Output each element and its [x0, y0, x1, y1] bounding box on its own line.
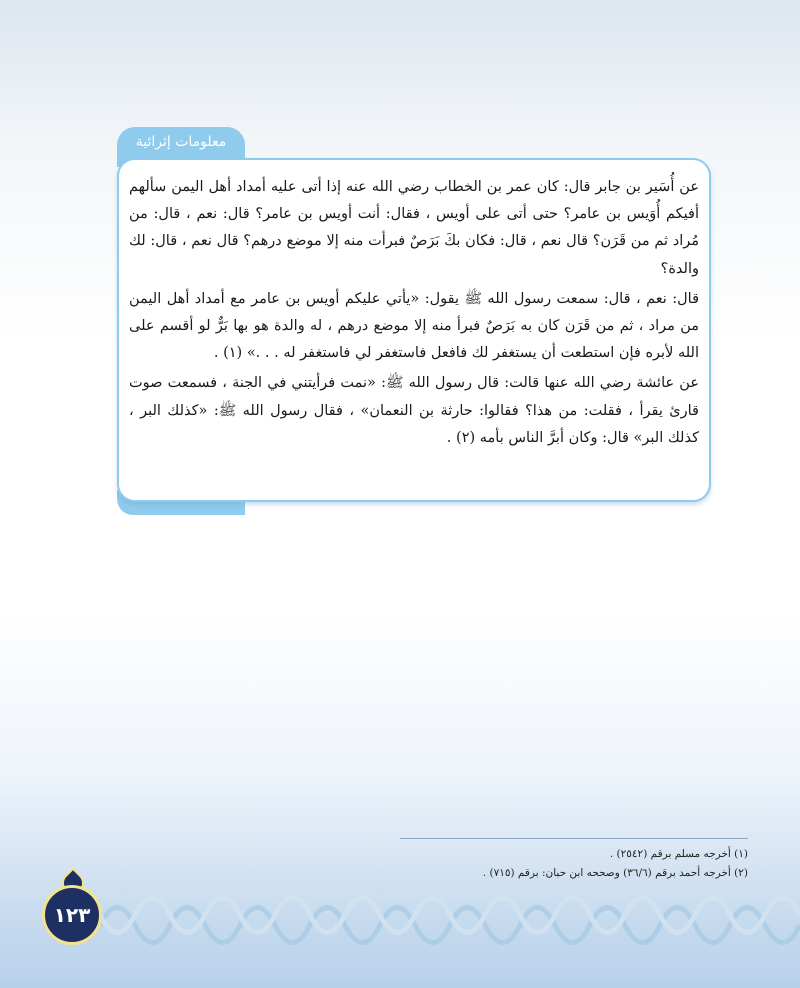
paragraph: قال: نعم ، قال: سمعت رسول الله ﷺ يقول: «يأتي عليكم أويس بن عامر مع أمداد أهل اليمن من مراد ، ثم من قَرَن كان به بَرَصٌ فبرأ منه إلا موضع درهم ، له والدة هو بها بَرٌّ لو أقسم على الله لأبره فإن استطعت أن يستغفر لك فافعل فاستغفر لي فاستغفر له . . .» (١) . [129, 290, 699, 362]
footnote: (١) أخرجه مسلم برقم (٢٥٤٢) . [609, 848, 748, 860]
footnotes [483, 845, 748, 883]
page-number: ١٢٣ [53, 903, 91, 927]
box-content [129, 174, 699, 455]
box-title: معلومات إثرائية [135, 134, 227, 150]
footnote-divider [400, 838, 748, 839]
paragraph: عن عائشة رضي الله عنها قالت: قال رسول الله ﷺ: «نمت فرأيتني في الجنة ، فسمعت صوت قارئ يقرأ ، فقلت: من هذا؟ فقالوا: حارثة بن النعمان» ، فقال رسول الله ﷺ: «كذلك البر ، كذلك البر» قال: وكان أبرَّ الناس بأمه (٢) . [129, 375, 699, 446]
paragraph: عن أُسَير بن جابر قال: كان عمر بن الخطاب رضي الله عنه إذا أتى عليه أمداد أهل اليمن سألهم أفيكم أُوَيس بن عامر؟ حتى أتى على أويس ، فقال: أنت أويس بن عامر؟ قال: نعم ، قال: من مُراد ثم من قَرَن؟ قال نعم ، قال: فكان بكَ بَرَصٌ فبرأت منه إلا موضع درهم؟ قال نعم ، قال: لك والدة؟ [129, 179, 699, 277]
decorative-border-ornament [100, 885, 800, 955]
footnote: (٢) أخرجه أحمد برقم (٣٦/٦) وصححه ابن حبان: برقم (٧١٥) . [482, 867, 748, 879]
page-number-badge [42, 885, 102, 945]
